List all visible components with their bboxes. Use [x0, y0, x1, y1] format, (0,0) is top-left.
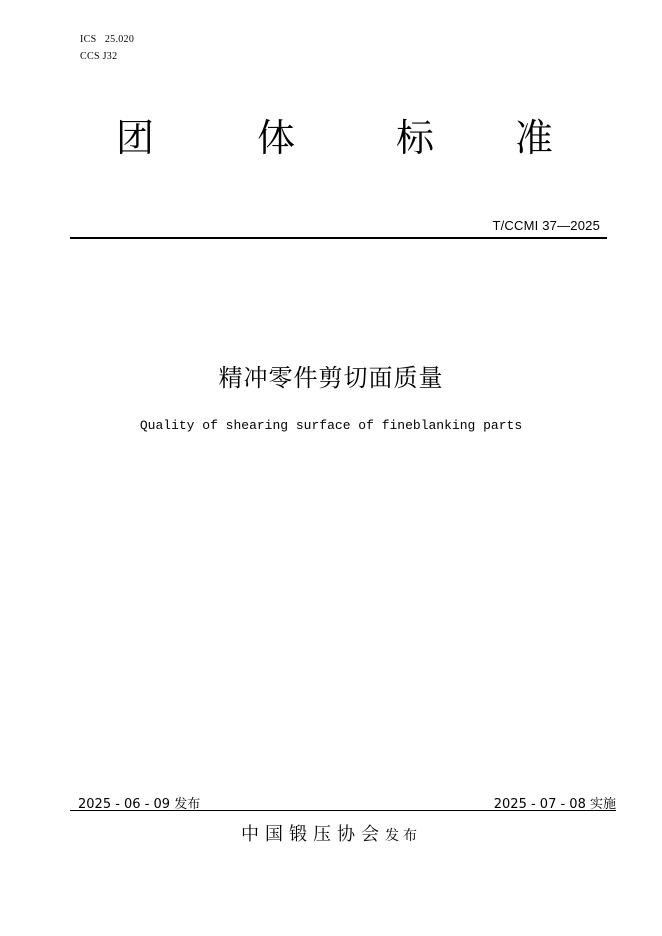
standard-number: T/CCMI 37—2025: [492, 218, 600, 233]
publish-date-label: 发布: [174, 797, 201, 812]
issuer: [0, 820, 662, 846]
implement-date-label: 实施: [589, 797, 616, 812]
category-title-char-1: 团: [115, 116, 154, 160]
ics-code: ICS 25.020: [80, 34, 135, 45]
document-title-cn: 精冲零件剪切面质量: [218, 364, 444, 392]
category-title-char-3: 标: [395, 116, 434, 160]
issuer-name: 中国锻压协会: [241, 824, 385, 845]
footer-divider: [70, 810, 616, 811]
implement-date-value: 2025 - 07 - 08: [493, 797, 590, 812]
issuer-suffix: 发布: [385, 828, 421, 844]
category-title-char-4: 准: [514, 116, 553, 160]
category-title-char-2: 体: [256, 116, 295, 160]
ccs-code: CCS J32: [80, 51, 118, 62]
document-title-en: Quality of shearing surface of fineblanking parts: [139, 418, 523, 433]
publish-date-value: 2025 - 06 - 09: [78, 797, 175, 812]
header-divider: [70, 237, 607, 239]
